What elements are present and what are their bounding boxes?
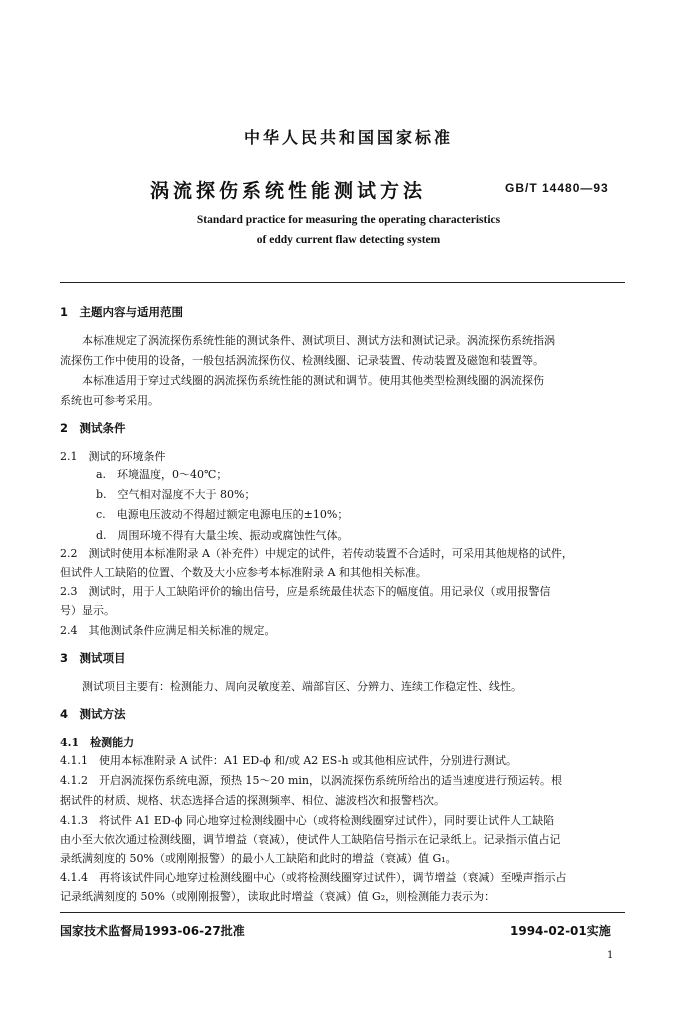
standard-code: GB/T 14480—93 (505, 181, 609, 195)
section-2-3-line-2: 号）显示。 (60, 604, 115, 617)
section-2-1: 2.1 测试的环境条件 (60, 450, 166, 463)
section-3-paragraph: 测试项目主要有：检测能力、周向灵敏度差、端部盲区、分辨力、连续工作稳定性、线性。 (82, 680, 522, 693)
footer-divider (60, 912, 625, 913)
section-2-4: 2.4 其他测试条件应满足相关标准的规定。 (60, 624, 276, 637)
section-4-1-3-line-3: 录纸满刻度的 50%（或刚刚报警）的最小人工缺陷和此时的增益（衰减）值 G₁。 (60, 852, 457, 865)
section-2-3-line-1: 2.3 测试时，用于人工缺陷评价的输出信号，应是系统最佳状态下的幅度值。用记录仪（或用报警信 (60, 585, 551, 598)
section-2-1-item-b: b. 空气相对湿度不大于 80%； (96, 488, 256, 501)
section-1-paragraph-2-line-1: 本标准适用于穿过式线圈的涡流探伤系统性能的测试和调节。使用其他类型检测线圈的涡流探伤 (82, 374, 544, 387)
section-4-heading: 4 测试方法 (60, 707, 126, 721)
section-4-1-2-line-1: 4.1.2 开启涡流探伤系统电源，预热 15～20 min，以涡流探伤系统所给出的适当速度进行预运转。根 (60, 774, 563, 787)
section-3-heading: 3 测试项目 (60, 651, 126, 665)
section-4-1-3-line-1: 4.1.3 将试件 A1 ED-ϕ 同心地穿过检测线圈中心（或将检测线圈穿过试件），同时要让试件人工缺陷 (60, 814, 555, 827)
section-4-1-2-line-2: 据试件的材质、规格、状态选择合适的探测频率、相位、滤波档次和报警档次。 (60, 794, 445, 807)
section-1-paragraph-1-line-1: 本标准规定了涡流探伤系统性能的测试条件、测试项目、测试方法和测试记录。涡流探伤系统指涡 (82, 334, 555, 347)
section-4-1-4-line-2: 记录纸满刻度的 50%（或刚刚报警），读取此时增益（衰减）值 G₂，则检测能力表示为： (60, 890, 496, 903)
section-2-1-item-a: a. 环境温度，0～40℃； (96, 468, 228, 481)
document-title: 涡流探伤系统性能测试方法 (150, 180, 427, 202)
header-divider (60, 282, 625, 283)
section-4-1-heading: 4.1 检测能力 (60, 736, 135, 749)
section-2-1-item-c: c. 电源电压波动不得超过额定电源电压的±10%； (96, 508, 349, 521)
national-standard-label: 中华人民共和国国家标准 (243, 128, 453, 147)
section-2-2-line-2: 但试件人工缺陷的位置、个数及大小应参考本标准附录 A 和其他相关标准。 (60, 566, 427, 579)
section-2-heading: 2 测试条件 (60, 421, 126, 435)
section-4-1-3-line-2: 由小至大依次通过检测线圈，调节增益（衰减），使试件人工缺陷信号指示在记录纸上。记录指示值占记 (60, 833, 561, 846)
approval-date: 国家技术监督局1993-06-27批准 (60, 924, 245, 938)
section-1-heading: 1 主题内容与适用范围 (60, 305, 184, 319)
section-2-1-item-d: d. 周围环境不得有大量尘埃、振动或腐蚀性气体。 (96, 529, 349, 542)
english-title-line-2: of eddy current flaw detecting system (256, 234, 441, 246)
section-4-1-4-line-1: 4.1.4 再将该试件同心地穿过检测线圈中心（或将检测线圈穿过试件），调节增益（衰减）至噪声指示占 (60, 871, 567, 884)
section-1-paragraph-2-line-2: 系统也可参考采用。 (60, 394, 159, 407)
section-2-2-line-1: 2.2 测试时使用本标准附录 A（补充件）中规定的试件，若传动装置不合适时，可采用其他规格的试件， (60, 547, 573, 560)
english-title-line-1: Standard practice for measuring the operating characteristics (196, 214, 501, 226)
effective-date: 1994-02-01实施 (510, 924, 611, 938)
page-number: 1 (607, 950, 614, 961)
section-4-1-1: 4.1.1 使用本标准附录 A 试件：A1 ED-ϕ 和/或 A2 ES-h 或其他相应试件，分别进行测试。 (60, 754, 518, 767)
section-1-paragraph-1-line-2: 流探伤工作中使用的设备，一般包括涡流探伤仪、检测线圈、记录装置、传动装置及磁饱和装置等。 (60, 354, 544, 367)
